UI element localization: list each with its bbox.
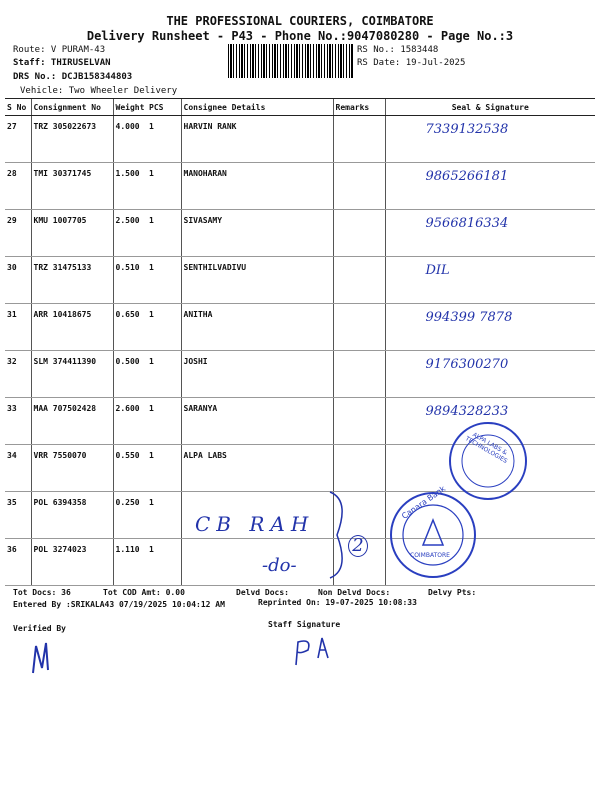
row-remarks [333,304,385,351]
col-pcs: PCS [147,99,181,116]
canara-stamp-text: Canara Bank [400,484,448,521]
row-sno: 29 [5,210,31,257]
row-sno: 34 [5,445,31,492]
row-weight: 1.500 [113,163,147,210]
row-pcs: 1 [147,116,181,163]
col-sno: S No [5,99,31,116]
row-consignee: JOSHI [181,351,333,398]
row-consignee [181,539,333,586]
handwritten-two: 2 [348,535,368,557]
tot-docs: Tot Docs: 36 [13,588,71,597]
row-sno: 36 [5,539,31,586]
delvd-docs: Delvd Docs: [236,588,289,597]
row-remarks [333,116,385,163]
row-sno: 27 [5,116,31,163]
row-consignee: SENTHILVADIVU [181,257,333,304]
row-consignee: ANITHA [181,304,333,351]
delvy-pts: Delvy Pts: [428,588,477,597]
row-sno: 32 [5,351,31,398]
row-weight: 0.510 [113,257,147,304]
row-consignment: VRR 7550070 [31,445,113,492]
route-label: Route: V PURAM-43 [13,45,106,55]
row-consignment: ARR 10418675 [31,304,113,351]
row-consignee: HARVIN RANK [181,116,333,163]
row-signature: 7339132538 [385,116,595,163]
row-remarks [333,445,385,492]
row-signature: 9566816334 [385,210,595,257]
row-pcs: 1 [147,492,181,539]
handwritten-ditto: -do- [262,555,297,576]
row-signature: 994399 7878 [385,304,595,351]
row-sno: 28 [5,163,31,210]
row-signature: 9894328233 [385,398,595,445]
tot-cod: Tot COD Amt: 0.00 [103,588,185,597]
row-weight: 0.500 [113,351,147,398]
canara-stamp-city: COIMBATORE [410,552,450,559]
row-consignment: MAA 707502428 [31,398,113,445]
staff-label: Staff: THIRUSELVAN [13,58,111,68]
row-pcs: 1 [147,398,181,445]
row-pcs: 1 [147,210,181,257]
row-consignment: POL 3274023 [31,539,113,586]
row-sno: 30 [5,257,31,304]
row-pcs: 1 [147,257,181,304]
row-consignment: POL 6394358 [31,492,113,539]
row-consignment: TRZ 31475133 [31,257,113,304]
row-signature: DIL [385,257,595,304]
row-pcs: 1 [147,539,181,586]
col-remarks: Remarks [333,99,385,116]
table-row [5,257,595,304]
row-weight: 4.000 [113,116,147,163]
staff-signature-label: Staff Signature [268,620,341,629]
row-consignee: MANOHARAN [181,163,333,210]
entered-by: Entered By :SRIKALA43 07/19/2025 10:04:12 AM [13,600,225,609]
barcode [228,44,353,78]
row-consignment: KMU 1007705 [31,210,113,257]
col-signature: Seal & Signature [385,99,595,116]
company-title: THE PROFESSIONAL COURIERS, COIMBATORE [166,14,434,28]
col-consignee: Consignee Details [181,99,333,116]
row-weight: 2.500 [113,210,147,257]
row-signature: 9865266181 [385,163,595,210]
table-row [5,351,595,398]
canara-bank-stamp [388,490,478,580]
row-pcs: 1 [147,445,181,492]
row-pcs: 1 [147,351,181,398]
row-weight: 0.550 [113,445,147,492]
brace-mark [325,490,355,580]
row-remarks [333,163,385,210]
staff-signature [288,630,358,670]
row-sno: 33 [5,398,31,445]
row-weight: 0.650 [113,304,147,351]
row-consignee: SIVASAMY [181,210,333,257]
row-pcs: 1 [147,304,181,351]
row-sno: 35 [5,492,31,539]
row-weight: 0.250 [113,492,147,539]
rs-date: RS Date: 19-Jul-2025 [357,58,466,68]
row-consignee: SARANYA [181,398,333,445]
alpa-stamp-text: ALPA LABS & TECHNOLOGIES [464,431,509,465]
col-consignment: Consignment No [31,99,113,116]
row-pcs: 1 [147,163,181,210]
row-consignment: SLM 374411390 [31,351,113,398]
row-sno: 31 [5,304,31,351]
table-row [5,539,595,586]
table-row [5,163,595,210]
row-remarks [333,257,385,304]
row-consignment: TRZ 305022673 [31,116,113,163]
runsheet-subtitle: Delivery Runsheet - P43 - Phone No.:9047080280 - Page No.:3 [86,29,514,43]
table-row [5,210,595,257]
non-delvd-docs: Non Delvd Docs: [318,588,391,597]
table-row [5,116,595,163]
rs-no: RS No.: 1583448 [357,45,439,55]
row-consignment: TMI 30371745 [31,163,113,210]
row-weight: 1.110 [113,539,147,586]
row-weight: 2.600 [113,398,147,445]
row-remarks [333,351,385,398]
alpa-labs-stamp [447,420,529,502]
row-remarks [333,398,385,445]
col-weight: Weight [113,99,147,116]
verified-by-label: Verified By [13,624,66,633]
row-consignee: ALPA LABS [181,445,333,492]
row-remarks [333,210,385,257]
vehicle-label: Vehicle: Two Wheeler Delivery [20,86,178,96]
handwritten-cb-rah: CB RAH [195,512,315,536]
row-signature: 9176300270 [385,351,595,398]
drs-label: DRS No.: DCJB158344803 [13,72,133,82]
table-row [5,304,595,351]
verifier-signature [28,638,68,678]
reprinted-on: Reprinted On: 19-07-2025 10:08:33 [258,598,417,607]
table-header [5,99,595,116]
